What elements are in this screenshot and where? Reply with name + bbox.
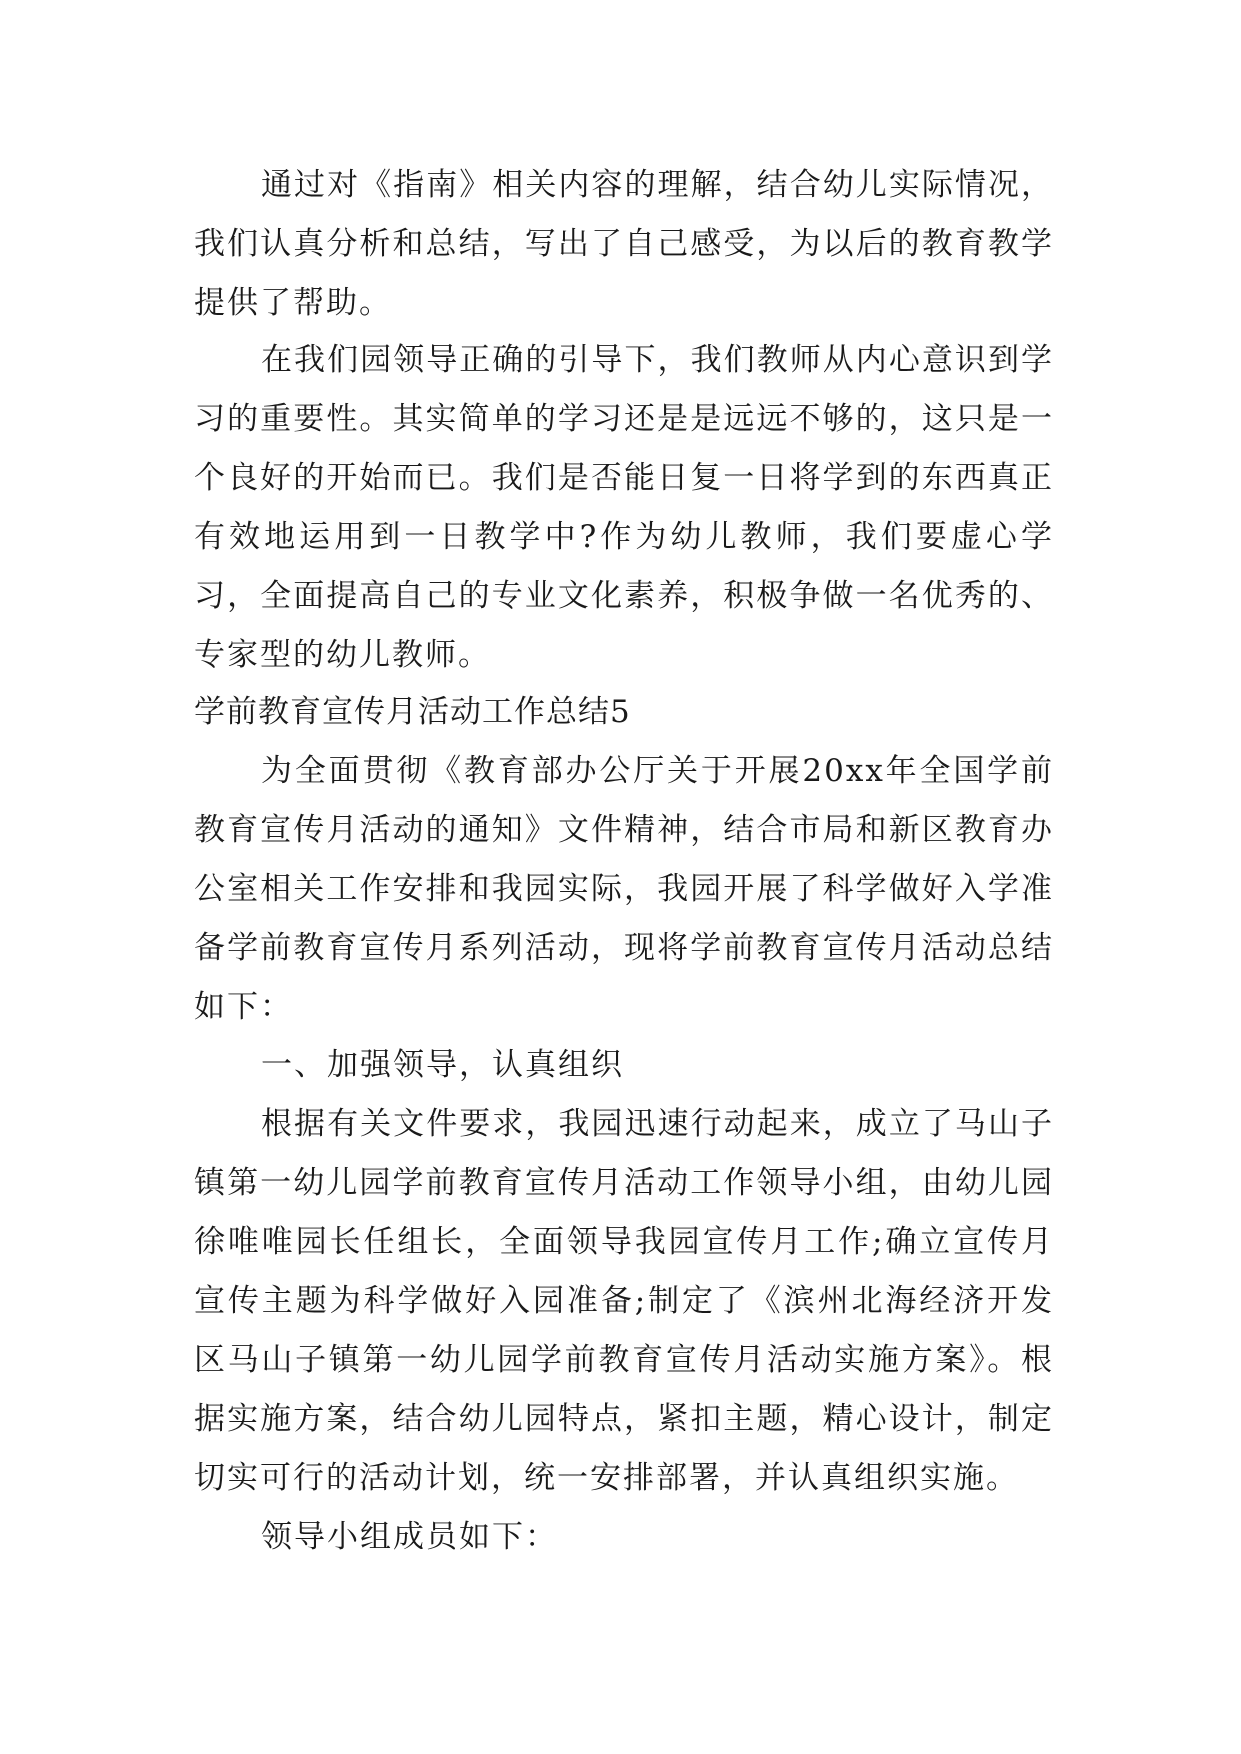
paragraph-teacher-learning: 在我们园领导正确的引导下，我们教师从内心意识到学习的重要性。其实简单的学习还是是远远不够的，这只是一个良好的开始而已。我们是否能日复一日将学到的东西真正有效地运用到一日教学中?作为幼儿教师，我们要虚心学习，全面提高自己的专业文化素养，积极争做一名优秀的、专家型的幼儿教师。 (194, 342, 1054, 673)
paragraph-publicity-month-intro: 为全面贯彻《教育部办公厅关于开展20xx年全国学前教育宣传月活动的通知》文件精神，结合市局和新区教育办公室相关工作安排和我园实际，我园开展了科学做好入学准备学前教育宣传月系列活动，现将学前教育宣传月活动总结如下： (194, 753, 1054, 1025)
paragraph-guide-understanding: 通过对《指南》相关内容的理解，结合幼儿实际情况，我们认真分析和总结，写出了自己感受，为以后的教育教学提供了帮助。 (194, 167, 1054, 321)
paragraph-leadership-group: 根据有关文件要求，我园迅速行动起来，成立了马山子镇第一幼儿园学前教育宣传月活动工作领导小组，由幼儿园徐唯唯园长任组长，全面领导我园宣传月工作;确立宣传月宣传主题为科学做好入园准备;制定了《滨州北海经济开发区马山子镇第一幼儿园学前教育宣传月活动实施方案》。根据实施方案，结合幼儿园特点，紧扣主题，精心设计，制定切实可行的活动计划，统一安排部署，并认真组织实施。 (194, 1106, 1054, 1496)
section-title: 学前教育宣传月活动工作总结5 (194, 694, 631, 730)
paragraph-group-members: 领导小组成员如下： (261, 1519, 558, 1555)
subheading-strengthen-leadership: 一、加强领导，认真组织 (261, 1047, 624, 1083)
